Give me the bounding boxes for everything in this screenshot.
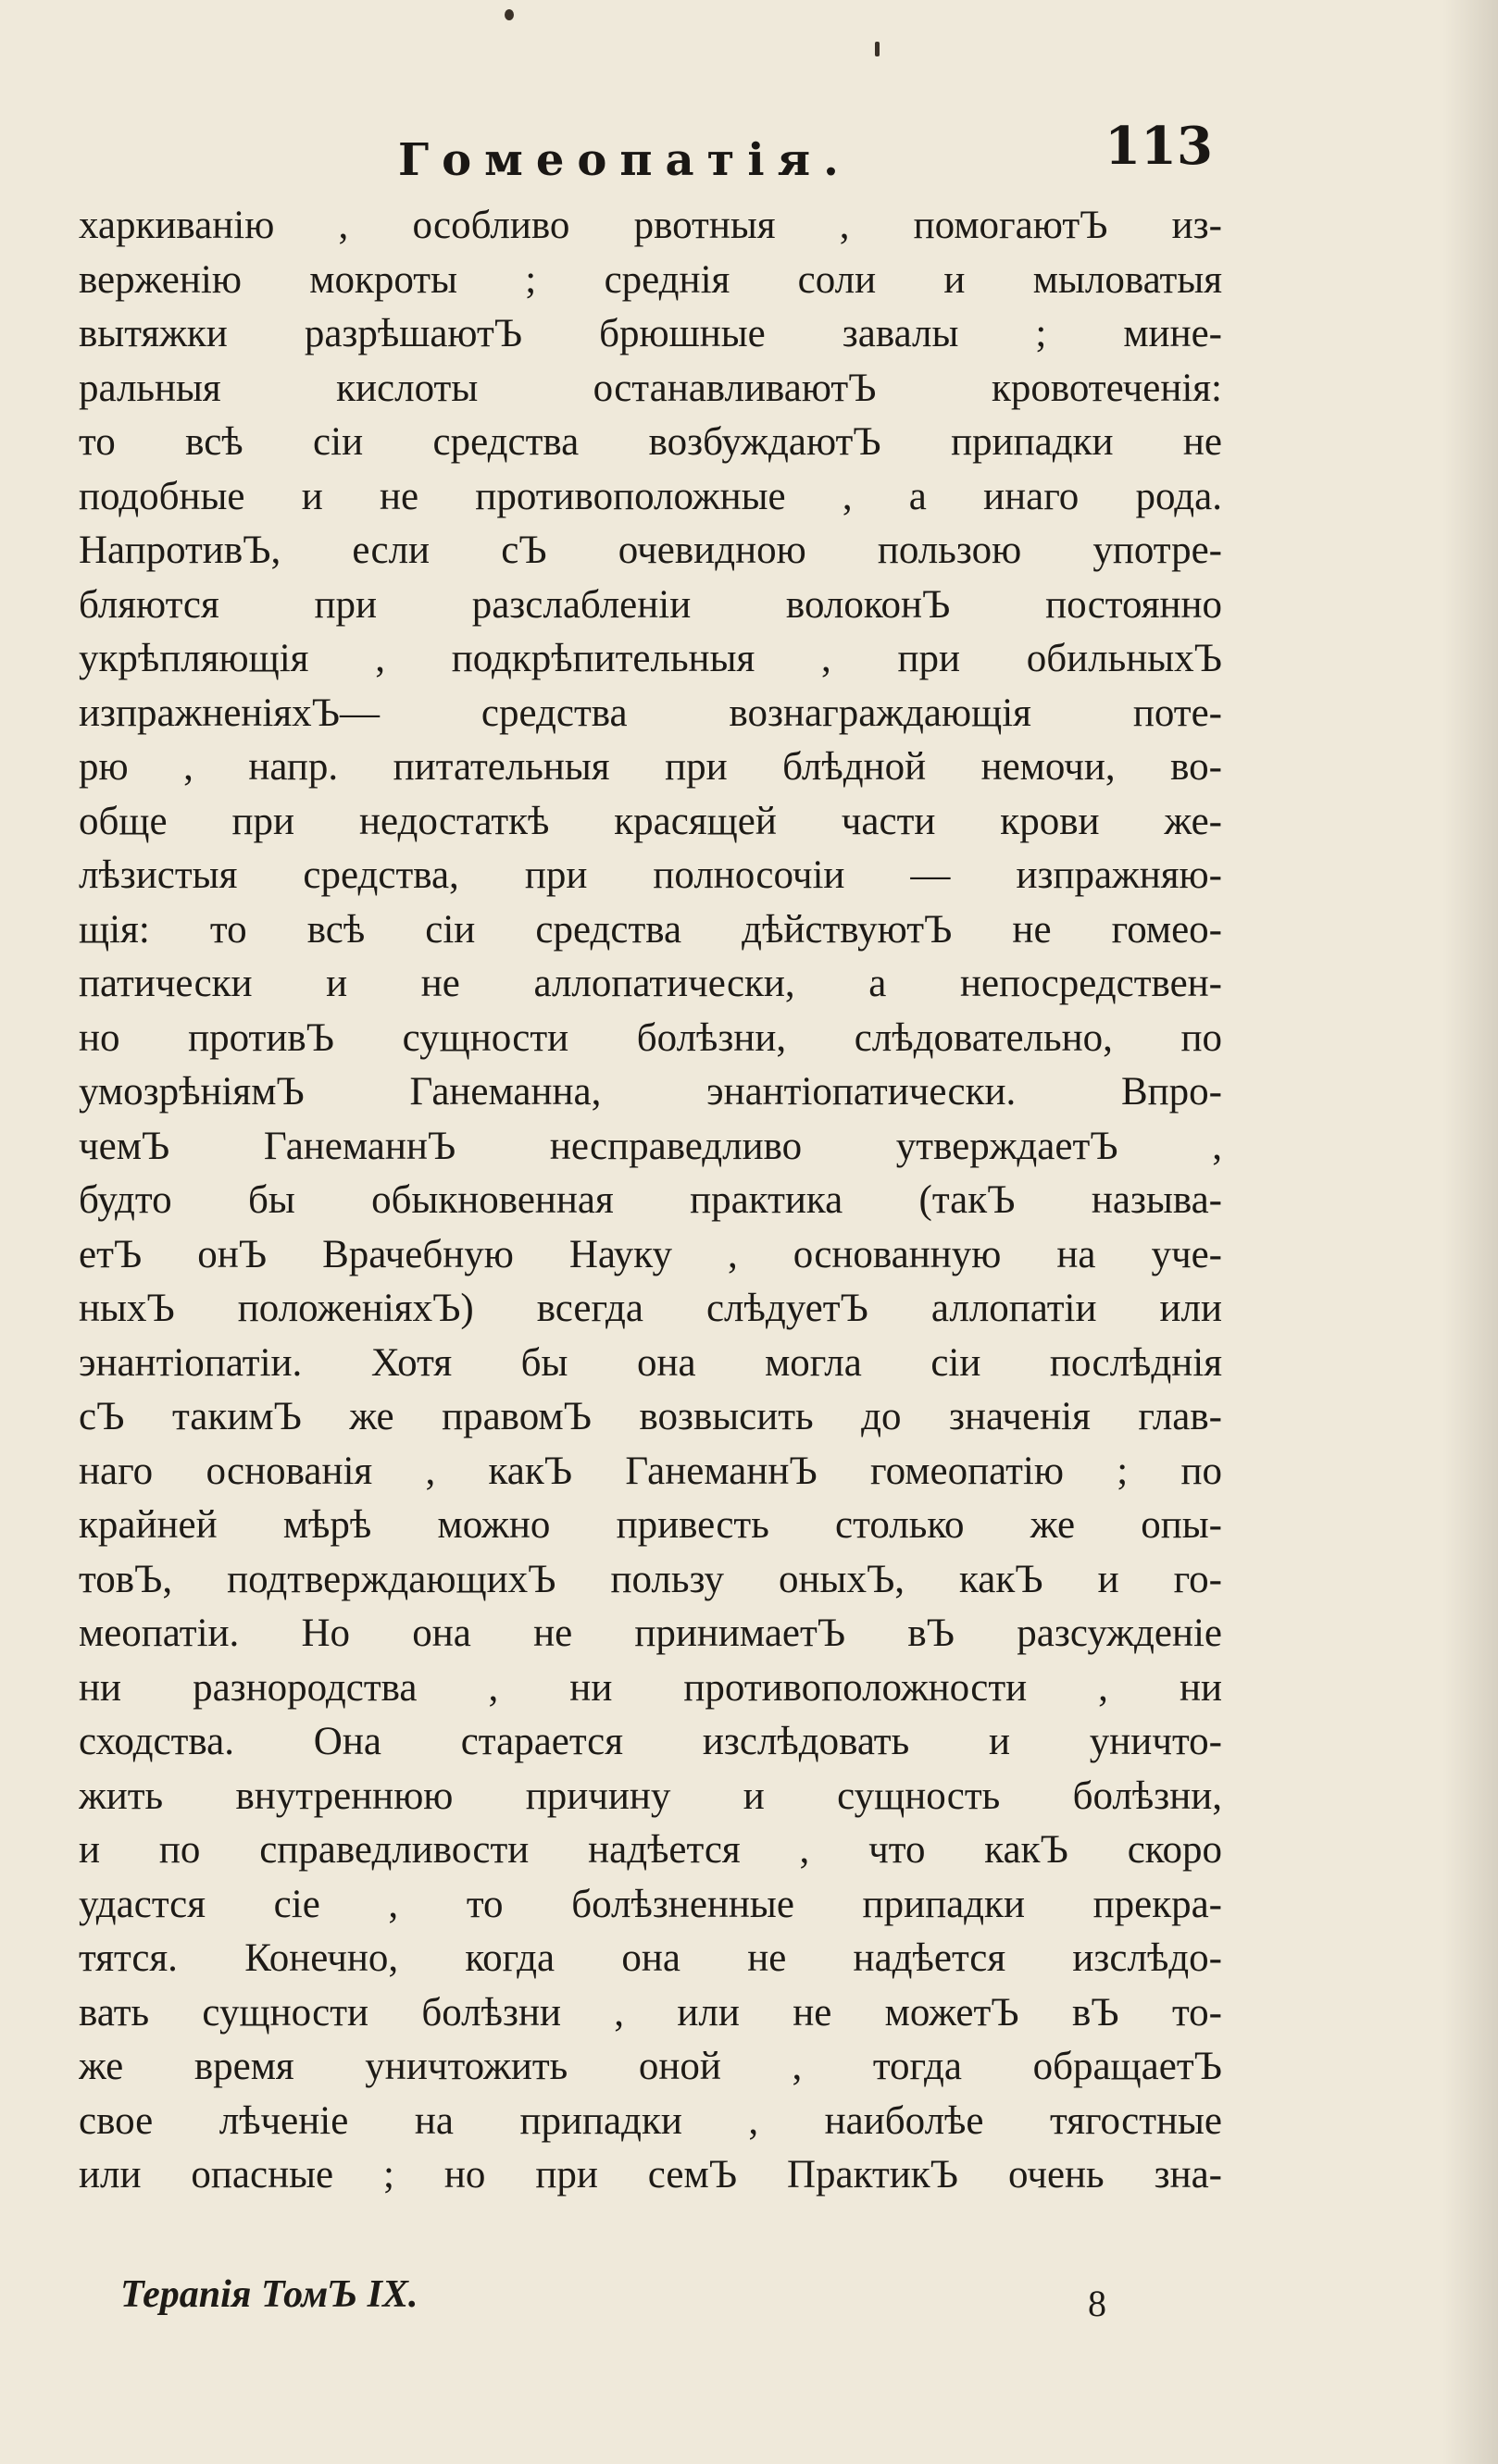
text-line: сходства. Она старается изслѣдовать и уничто- [79,1720,1222,1763]
ink-speck [505,9,514,20]
volume-title: Терапія ТомЪ IX. [120,2273,418,2316]
text-line: верженію мокроты ; среднія соли и мыловатыя [79,257,1222,302]
text-line: удастся сіе , то болѣзненные припадки прекра- [79,1882,1222,1926]
text-line: тятся. Конечно, когда она не надѣется изслѣдо- [79,1936,1222,1980]
text-line: рю , напр. питательныя при блѣдной немочи, во- [79,745,1222,789]
text-line: бляются при разслабленіи волоконЪ постоянно [79,582,1222,627]
text-line: меопатіи. Но она не принимаетЪ вЪ разсужденіе [79,1612,1222,1655]
text-line: чемЪ ГанеманнЪ несправедливо утверждаетЪ , [79,1124,1222,1168]
text-line: ни разнородства , ни противоположности , ни [79,1665,1222,1710]
text-line: патически и не аллопатически, а непосредствен- [79,962,1222,1005]
text-line: етЪ онЪ Врачебную Науку , основанную на уче- [79,1232,1222,1276]
signature-mark: 8 [1088,2283,1106,2324]
text-line: же время уничтожить оной , тогда обращаетЪ [79,2045,1222,2088]
text-line: обще при недостаткѣ красящей части крови же- [79,799,1222,843]
text-line: НапротивЪ, если сЪ очевидною пользою употре- [79,529,1222,572]
running-head: Гомеопатія. [398,134,852,186]
text-line: наго основанія , какЪ ГанеманнЪ гомеопатію ; по [79,1449,1222,1493]
page-footer [120,2272,1139,2337]
text-line: умозрѣніямЪ Ганеманна, энантіопатически. Впро- [79,1070,1222,1114]
text-line: ныхЪ положеніяхЪ) всегда слѣдуетЪ аллопатіи или [79,1287,1222,1330]
text-line: лѣзистыя средства, при полносочіи — изпражняю- [79,853,1222,897]
body-text [79,199,1222,2203]
text-line: свое лѣченіе на припадки , наиболѣе тягостные [79,2098,1222,2143]
text-line: то всѣ сіи средства возбуждаютЪ припадки не [79,420,1222,464]
text-line: энантіопатіи. Хотя бы она могла сіи послѣднія [79,1340,1222,1385]
text-line: ральныя кислоты останавливаютЪ кровотеченія: [79,366,1222,410]
text-line: и по справедливости надѣется , что какЪ скоро [79,1828,1222,1872]
page-number: 113 [1105,116,1213,177]
text-line: харкиванію , особливо рвотныя , помогаютЪ из- [79,204,1222,247]
text-line: щія: то всѣ сіи средства дѣйствуютЪ не гомео- [79,907,1222,952]
text-line: товЪ, подтверждающихЪ пользу оныхЪ, какЪ и го- [79,1557,1222,1601]
page-edge-shadow [1442,0,1498,2464]
ink-speck [875,42,880,56]
text-line: или опасные ; но при семЪ ПрактикЪ очень зна- [79,2153,1222,2196]
text-line: но противЪ сущности болѣзни, слѣдовательно, по [79,1015,1222,1060]
text-line: подобные и не противоположные , а инаго рода. [79,474,1222,518]
text-line: жить внутреннюю причину и сущность болѣзни, [79,1773,1222,1818]
text-line: крайней мѣрѣ можно привесть столько же опы- [79,1503,1222,1547]
text-line: вытяжки разрѣшаютЪ брюшные завалы ; мине- [79,312,1222,355]
text-line: изпражненіяхЪ— средства вознаграждающія поте- [79,691,1222,735]
page-header [398,116,1213,190]
text-line: сЪ такимЪ же правомЪ возвысить до значенія глав- [79,1395,1222,1438]
text-line: вать сущности болѣзни , или не можетЪ вЪ то- [79,1990,1222,2035]
text-line: будто бы обыкновенная практика (такЪ называ- [79,1178,1222,1222]
text-line: укрѣпляющія , подкрѣпительныя , при обильныхЪ [79,637,1222,680]
